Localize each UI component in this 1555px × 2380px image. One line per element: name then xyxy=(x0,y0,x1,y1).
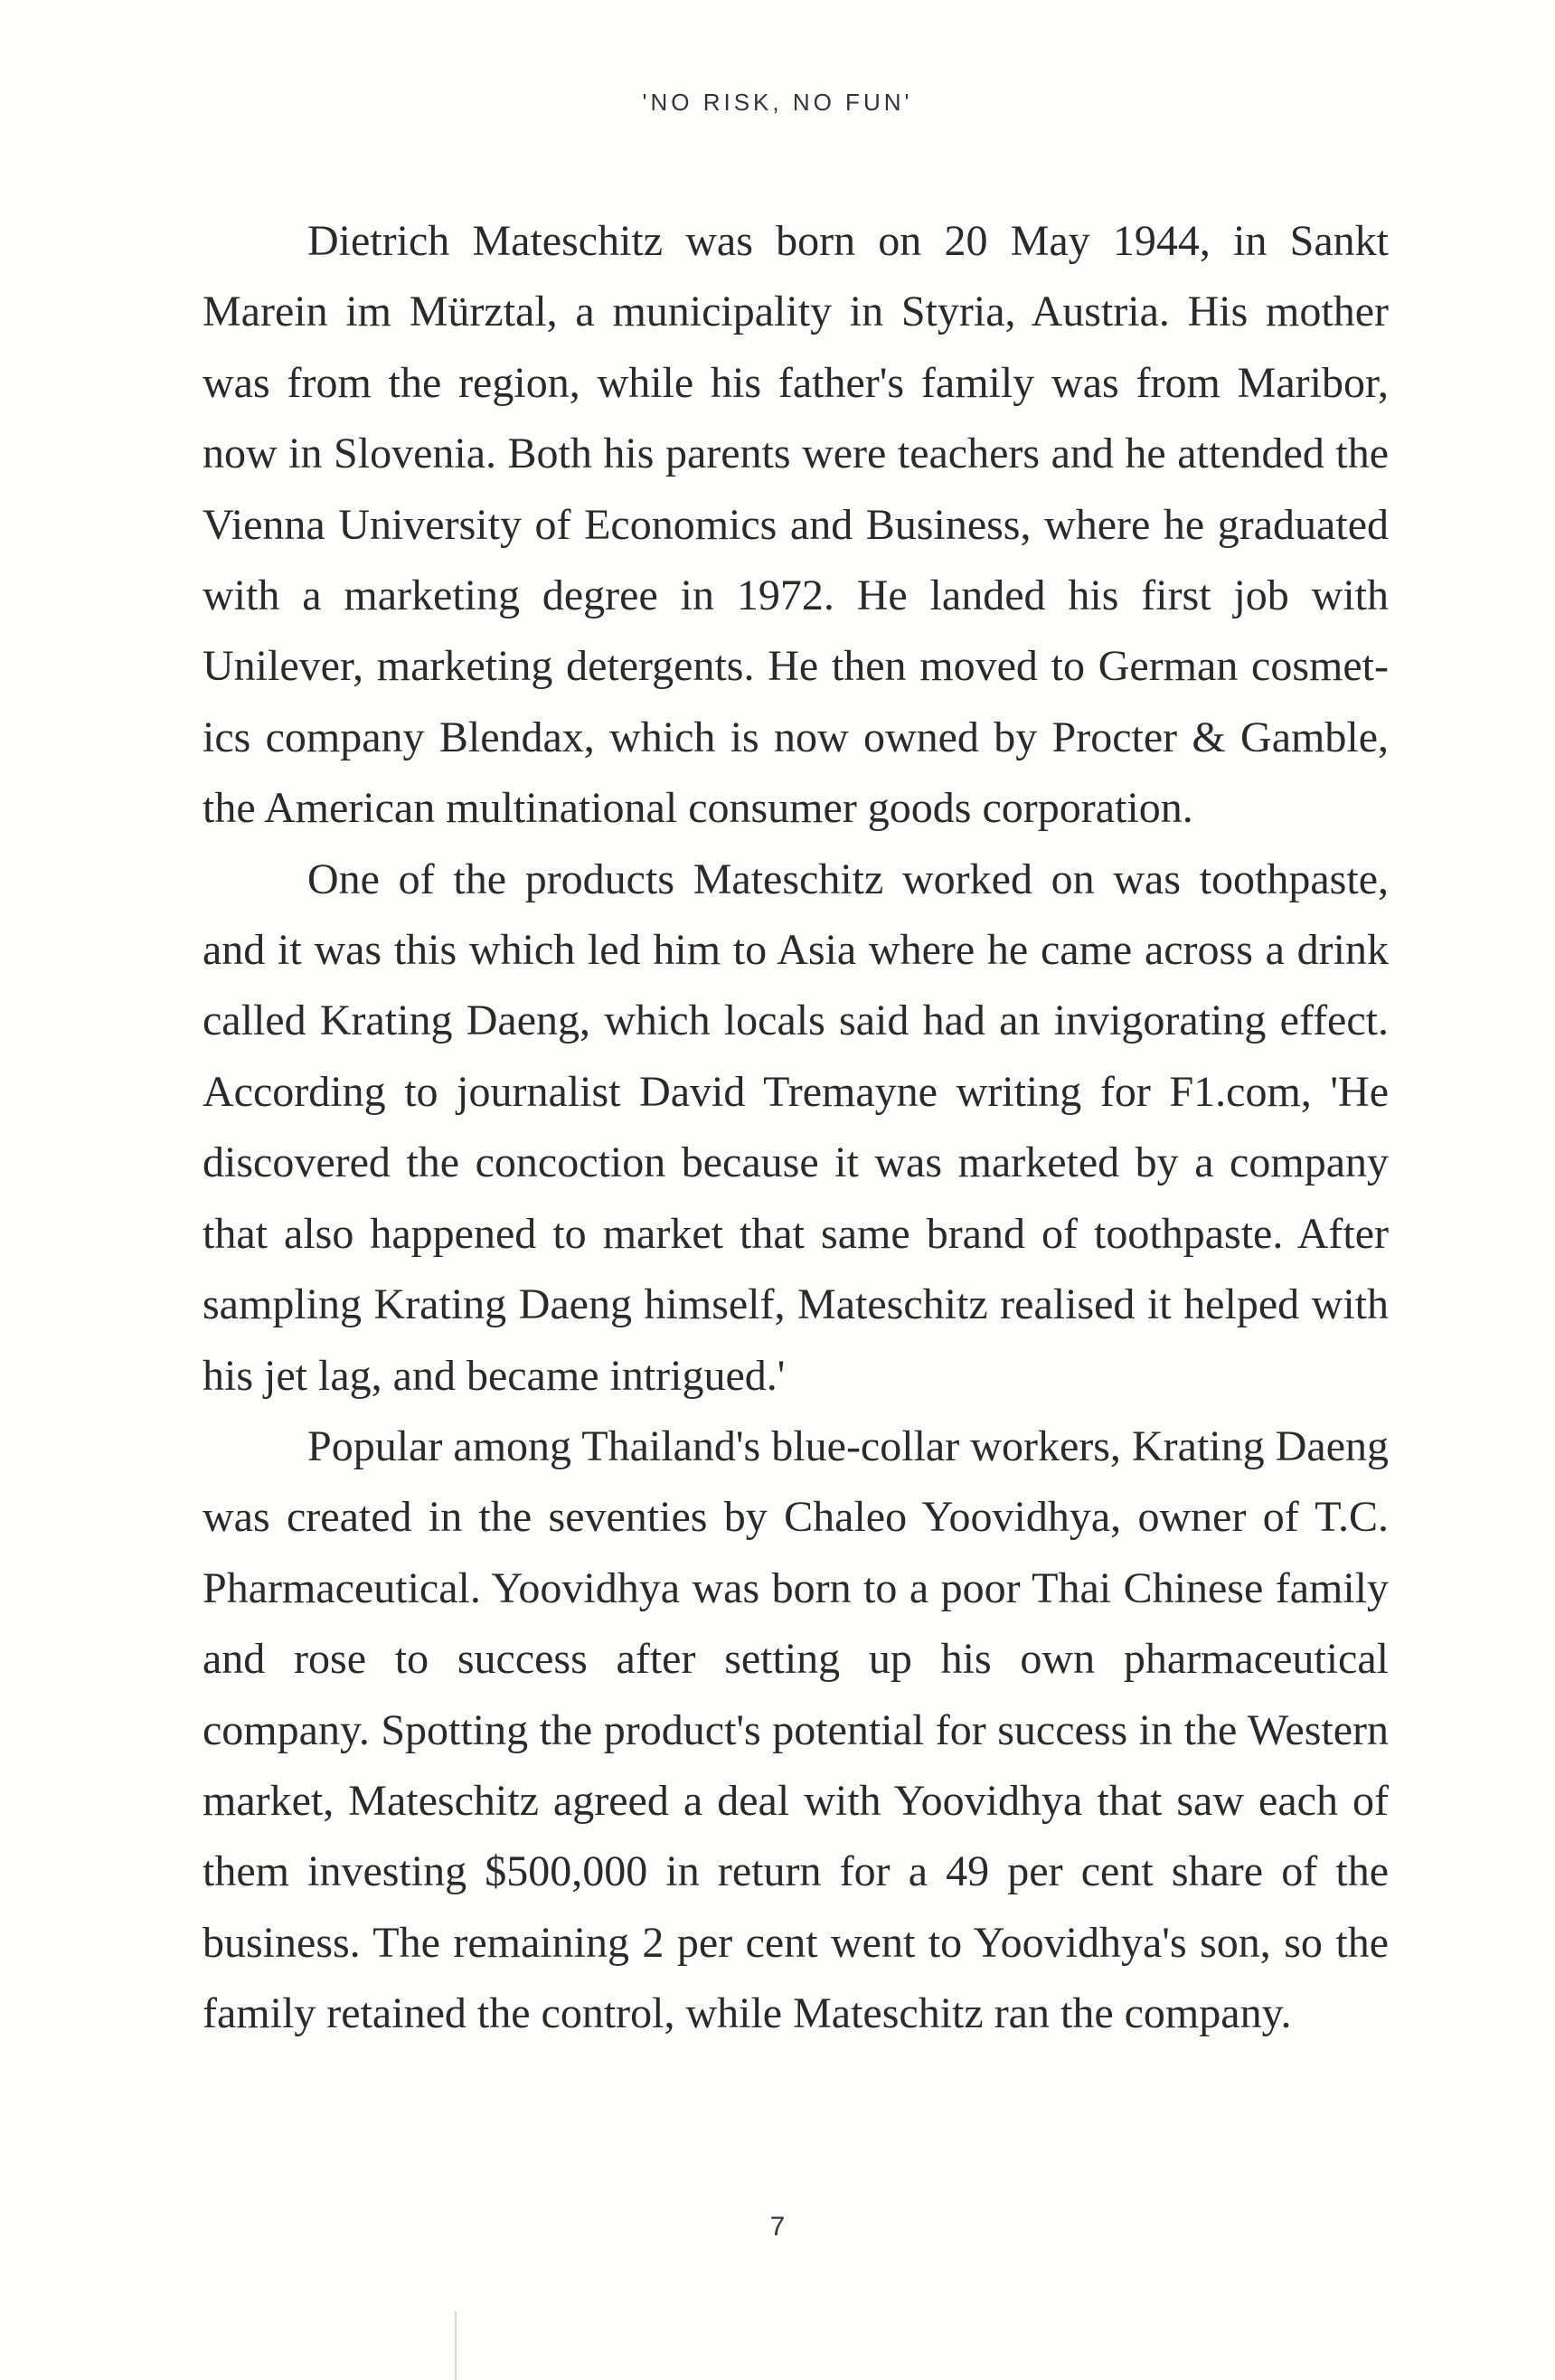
page-number: 7 xyxy=(769,2212,786,2242)
paragraph-3: Popular among Thailand's blue-collar workers, Krating Daeng was created in the seventies by Chaleo Yoovidhya, owner of T.C. Pharmaceutical. Yoovidhya was born to a poor Thai Chinese family and rose to success after setting up his own pharmaceutical company. Spotting the product's potential for success in the Western market, Mateschitz agreed a deal with Yoovidhya that saw each of them investing $500,000 in return for a 49 per cent share of the business. The remaining 2 per cent went to Yoovidhya's son, so the family retained the control, while Mateschitz ran the company. xyxy=(203,1421,1389,2038)
running-head: 'NO RISK, NO FUN' xyxy=(642,89,913,116)
paragraph-2: One of the products Mateschitz worked on was toothpaste, and it was this which led him to Asia where he came across a drink called Krating Daeng, which locals said had an invigorating effect. According to journalist David Tremayne writing for F1.com, 'He discovered the concoction because it was marketed by a company that also happened to market that same brand of toothpaste. After sampling Krating Daeng himself, Mateschitz realised it helped with his jet lag, and became intrigued.' xyxy=(203,855,1389,1400)
body-text xyxy=(203,206,1389,2050)
paragraph-1: Dietrich Mateschitz was born on 20 May 1944, in Sankt Marein im Mürztal, a municipality in Styria, Austria. His mother was from the region, while his father's family was from Maribor, now in Slovenia. Both his parents were teachers and he attended the Vienna University of Economics and Business, where he graduated with a marketing degree in 1972. He landed his first job with Unilever, marketing detergents. He then moved to German cosmetics company Blendax, which is now owned by Procter & Gamble, the American multinational consumer goods corporation. xyxy=(203,217,1389,833)
scan-artifact xyxy=(455,2311,457,2380)
